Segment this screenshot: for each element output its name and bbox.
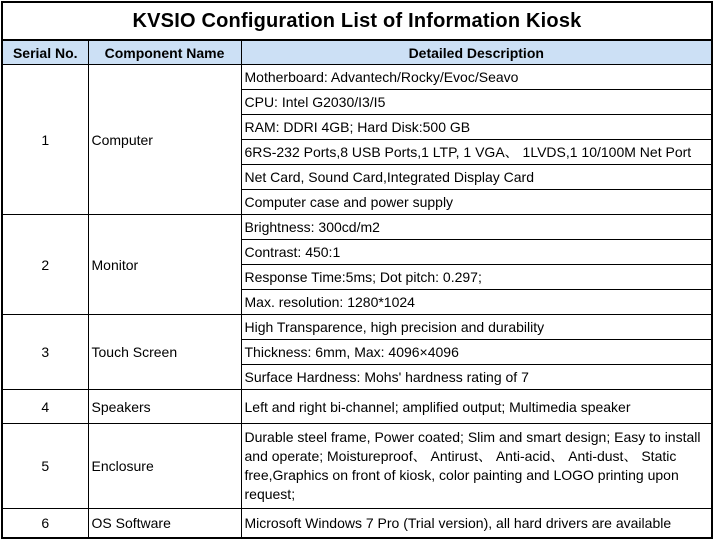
serial-cell: 5 [2, 424, 88, 509]
header-component: Component Name [88, 40, 241, 65]
table-row [2, 424, 712, 509]
configuration-table [1, 1, 713, 539]
table-row [2, 315, 712, 340]
serial-cell: 1 [2, 65, 88, 215]
spreadsheet [1, 1, 712, 542]
description-cell: Contrast: 450:1 [241, 240, 712, 265]
component-cell: Computer [88, 65, 241, 215]
table-row [2, 215, 712, 240]
description-cell: 6RS-232 Ports,8 USB Ports,1 LTP, 1 VGA、 1LVDS,1 10/100M Net Port [241, 140, 712, 165]
description-cell: Max. resolution: 1280*1024 [241, 290, 712, 315]
table-title: KVSIO Configuration List of Information Kiosk [2, 2, 712, 40]
description-cell: Net Card, Sound Card,Integrated Display Card [241, 165, 712, 190]
header-row [2, 40, 712, 65]
table-row [2, 509, 712, 539]
header-serial: Serial No. [2, 40, 88, 65]
description-cell: Computer case and power supply [241, 190, 712, 215]
table-row [2, 65, 712, 90]
serial-cell: 6 [2, 509, 88, 539]
component-cell: Touch Screen [88, 315, 241, 390]
description-cell: Microsoft Windows 7 Pro (Trial version), all hard drivers are available [241, 509, 712, 539]
title-row [2, 2, 712, 40]
description-cell: Brightness: 300cd/m2 [241, 215, 712, 240]
description-cell: RAM: DDRI 4GB; Hard Disk:500 GB [241, 115, 712, 140]
description-cell: CPU: Intel G2030/I3/I5 [241, 90, 712, 115]
header-description: Detailed Description [241, 40, 712, 65]
description-cell: Surface Hardness: Mohs' hardness rating of 7 [241, 365, 712, 390]
description-cell: Response Time:5ms; Dot pitch: 0.297; [241, 265, 712, 290]
description-cell: Left and right bi-channel; amplified output; Multimedia speaker [241, 390, 712, 424]
component-cell: Monitor [88, 215, 241, 315]
description-cell: Thickness: 6mm, Max: 4096×4096 [241, 340, 712, 365]
serial-cell: 2 [2, 215, 88, 315]
component-cell: Enclosure [88, 424, 241, 509]
description-cell: Durable steel frame, Power coated; Slim and smart design; Easy to install and operate; Moistureproof、 Antirust、 Anti-acid、 Anti-dust、 Static free,Graphics on front of kiosk, color painting and LOGO printing upon request; [241, 424, 712, 509]
description-cell: Motherboard: Advantech/Rocky/Evoc/Seavo [241, 65, 712, 90]
serial-cell: 3 [2, 315, 88, 390]
serial-cell: 4 [2, 390, 88, 424]
component-cell: Speakers [88, 390, 241, 424]
component-cell: OS Software [88, 509, 241, 539]
description-cell: High Transparence, high precision and durability [241, 315, 712, 340]
table-row [2, 390, 712, 424]
